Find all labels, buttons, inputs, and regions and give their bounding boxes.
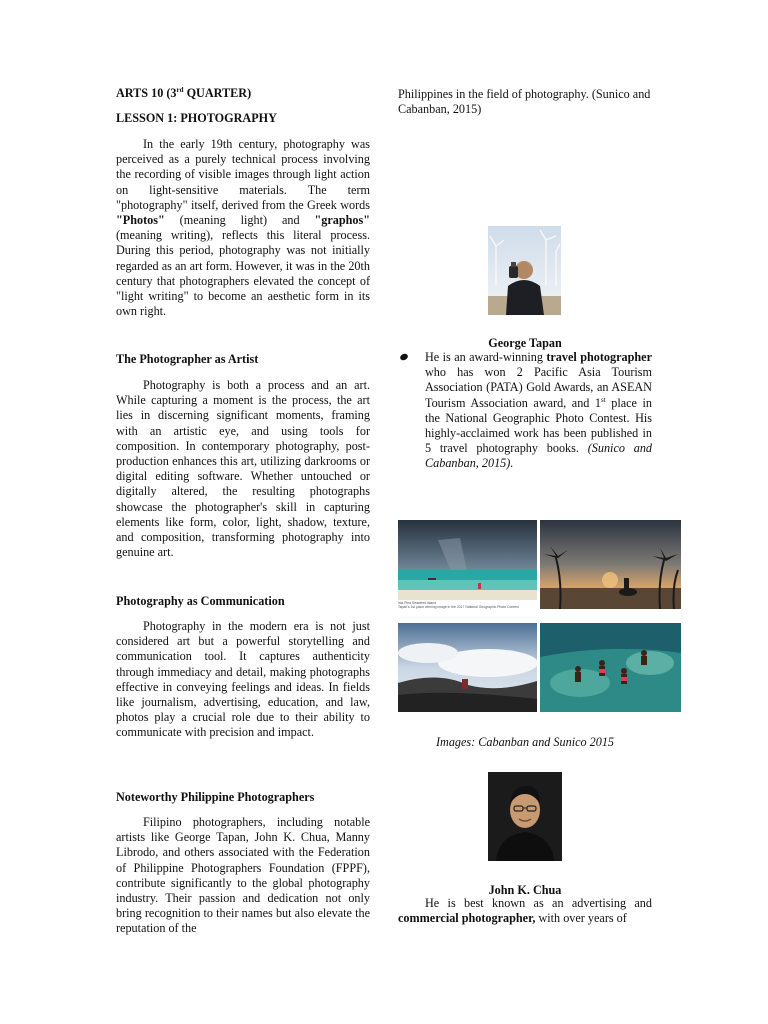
george-tapan-photo [488, 226, 561, 315]
gallery-photo-sunset-palms [540, 520, 681, 609]
noteworthy-paragraph: Filipino photographers, including notable artists like George Tapan, John K. Chua, Manny Librodo, and others associated with the Federation of Philippine Photographers Foundation (FPPF), contribute significantly to the global photography industry. Their passion and dedication not only bring recognition to their names but also elevate the reputation of the [116, 815, 370, 936]
communication-paragraph: Photography in the modern era is not just considered art but a powerful storytelling and communication tool. It captures authenticity through immediacy and detail, making photographs effective in conveying feelings and ideas. In fields like journalism, advertising, education, and law, photos play a crucial role due to their ability to communicate with precision and impact. [116, 619, 370, 740]
section-heading-noteworthy: Noteworthy Philippine Photographers [116, 790, 315, 804]
gallery-tiny-caption: Isla Pina Seaweed Island Tapan's 1st place winning image in the 2017 National Geographic Photo Contest [398, 601, 519, 609]
gallery-photo-children-water [540, 623, 681, 712]
bullet-icon [399, 353, 409, 362]
doc-title: ARTS 10 (3rd QUARTER) [116, 85, 252, 100]
lesson-title: LESSON 1: PHOTOGRAPHY [116, 111, 277, 125]
chua-paragraph: He is best known as an advertising and commercial photographer, with over years of [398, 896, 652, 926]
intro-paragraph: In the early 19th century, photography was perceived as a purely technical process involving the recording of visible images through light action on light-sensitive materials. The term "photography" itself, derived from the Greek words "Photos" (meaning light) and "graphos" (meaning writing), reflects this literal process. During this period, photography was not initially regarded as an art form. However, it was in the 20th century that photographers elevated the concept of "light writing" to become an aesthetic form in its own right. [116, 137, 370, 319]
gallery-photo-stormy-sea [398, 520, 537, 609]
left-column [116, 86, 370, 101]
section-heading-communication: Photography as Communication [116, 594, 285, 608]
tapan-bullet [398, 350, 652, 472]
gallery-caption: Images: Cabanban and Sunico 2015 [435, 735, 615, 750]
john-chua-caption: John K. Chua [488, 883, 562, 898]
artist-paragraph: Photography is both a process and an art. While capturing a moment is the process, the art lies in discerning significant moments, framing with an artistic eye, and using tools for composition. In contemporary photography, post-production enhances this art, utilizing darkrooms or digital editing software. Whether untouched or digitally altered, the resulting photographs showcase the photographer's skill in capturing elements like form, color, light, shadow, texture, and composition, transforming photography into genuine art. [116, 378, 370, 560]
section-heading-artist: The Photographer as Artist [116, 352, 259, 366]
john-chua-photo [488, 772, 562, 861]
gallery-photo-mountain-clouds [398, 623, 537, 712]
tapan-description: He is an award-winning travel photographer who has won 2 Pacific Asia Tourism Association (PATA) Gold Awards, an ASEAN Tourism Association award, and 1st place in the National Geographic Photo Contest. His highly-acclaimed work has been published in 5 travel photography books. (Sunico and Cabanban, 2015). [425, 350, 653, 471]
noteworthy-continued: Philippines in the field of photography. (Sunico and Cabanban, 2015) [398, 87, 651, 117]
george-tapan-caption: George Tapan [488, 336, 562, 351]
